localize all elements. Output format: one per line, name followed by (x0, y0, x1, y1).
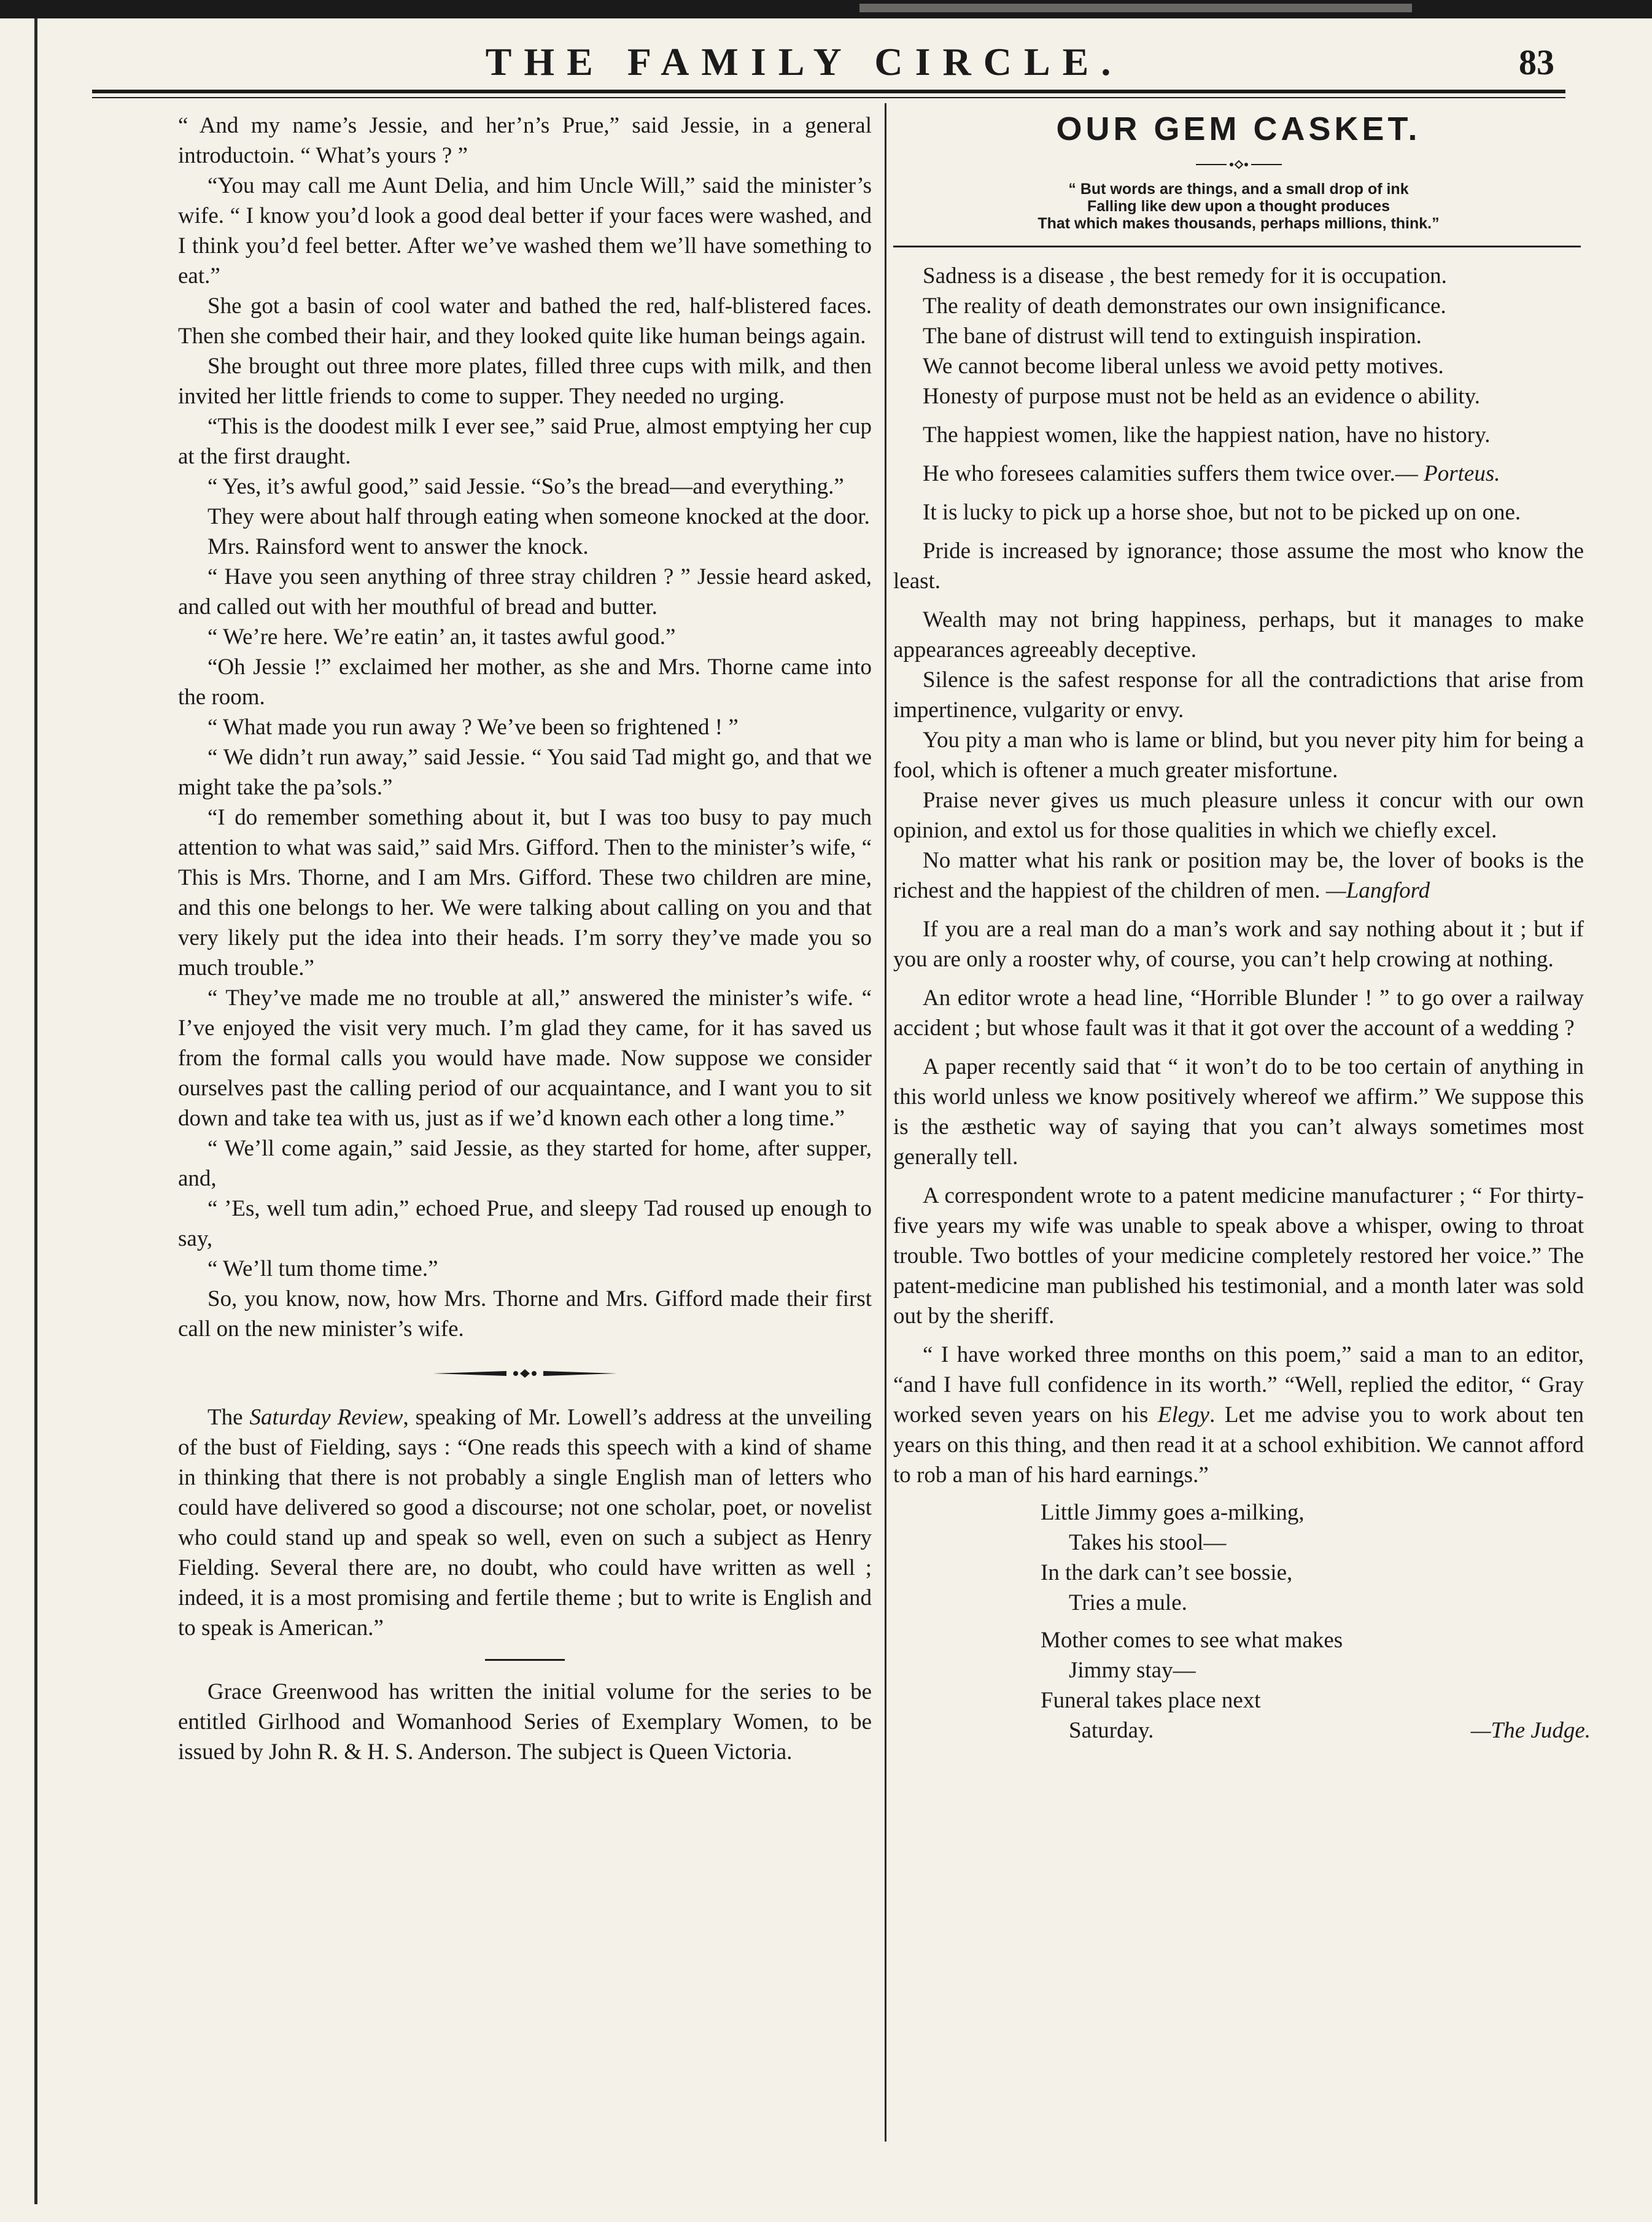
paragraph: “ They’ve made me no trouble at all,” answered the minister’s wife. “ I’ve enjoyed the visit very much. I’m glad they came, for it has saved us from the formal calls you would have made. Now suppose we consider ourselves past the calling period of our acquaintance, and I want you to sit down and take tea with us, just as if we’d known each other a long time.” (178, 985, 872, 1131)
anecdote: A paper recently said that “ it won’t do to be too certain of anything in this world unless we know positively whereof we affirm.” We suppose this is the æsthetic way of saying that you can’t always sometimes most generally tell. (893, 1054, 1584, 1170)
epigraph-line: “ But words are things, and a small drop of ink (1068, 181, 1409, 198)
anecdote (893, 1340, 1584, 1490)
paragraph: “You may call me Aunt Delia, and him Uncle Will,” said the minister’s wife. “ I know you’d look a good deal better if your faces were washed, and I think you’d feel better. After we’ve washed them we’ll have something to eat.” (178, 173, 872, 289)
maxim: Pride is increased by ignorance; those assume the most who know the least. (893, 538, 1584, 594)
maxim-text: He who foresees calamities suffers them twice over.— (923, 461, 1424, 486)
maxim: Wealth may not bring happiness, perhaps, but it manages to make appearances agreeably deceptive. (893, 607, 1584, 662)
epigraph-line: Falling like dew upon a thought produces (1087, 198, 1390, 215)
section-rule (485, 1659, 565, 1661)
poem-line: Tries a mule. (1069, 1590, 1187, 1615)
poem-stanza (1041, 1498, 1584, 1618)
heading-ornament (893, 147, 1584, 177)
paragraph: So, you know, now, how Mrs. Thorne and Mrs. Gifford made their first call on the new minister’s wife. (178, 1286, 872, 1342)
paragraph: “ We’re here. We’re eatin’ an, it tastes awful good.” (207, 624, 676, 650)
attribution: Porteus. (1424, 461, 1500, 486)
jimmy-poem (1041, 1498, 1591, 1746)
paragraph: They were about half through eating when someone knocked at the door. (207, 504, 870, 529)
review-title: Saturday Review (249, 1405, 403, 1430)
maxim: You pity a man who is lame or blind, but you never pity him for being a fool, which is oftener a much greater misfortune. (893, 728, 1584, 783)
top-border (0, 0, 1652, 18)
greenwood-item: Grace Greenwood has written the initial volume for the series to be entitled Girlhood and Womanhood Series of Exemplary Women, to be issued by John R. & H. S. Anderson. The subject is Queen Victoria. (178, 1679, 872, 1765)
gem-casket-heading: OUR GEM CASKET. (1056, 111, 1421, 147)
top-border-worn (859, 4, 1412, 12)
attribution: —Langford (1325, 878, 1430, 903)
poem-line: Saturday. (1069, 1718, 1154, 1743)
anecdote: A correspondent wrote to a patent medicine manufacturer ; “ For thirty-five years my wife was unable to speak above a whisper, owing to throat trouble. Two bottles of your medicine completely restored her voice.” The patent-medicine man published his testimonial, and a month later was sold out by the sheriff. (893, 1183, 1584, 1329)
ornament-icon (1196, 160, 1282, 169)
header-rule-thin (92, 97, 1565, 98)
poem-line: Funeral takes place next (1041, 1688, 1261, 1713)
paragraph: “ We’ll tum thome time.” (207, 1256, 438, 1281)
maxim: Praise never gives us much pleasure unless it concur with our own opinion, and extol us for those qualities in which we chiefly excel. (893, 788, 1584, 843)
anecdote-text: . Let me advise you to work about ten years on this thing, and then read it at a school exhibition. We cannot afford to rob a man of his hard earnings.” (893, 1402, 1584, 1488)
poem-line: Takes his stool— (1069, 1530, 1227, 1555)
poem-line: Jimmy stay— (1069, 1658, 1196, 1683)
maxim: Sadness is a disease , the best remedy for it is occupation. (923, 263, 1447, 289)
maxim-with-attribution (893, 845, 1584, 906)
paragraph: “Oh Jessie !” exclaimed her mother, as she and Mrs. Thorne came into the room. (178, 655, 872, 710)
anecdote: If you are a real man do a man’s work and say nothing about it ; but if you are only a rooster why, of course, you can’t help crowing at nothing. (893, 917, 1584, 972)
paragraph: “ We’ll come again,” said Jessie, as they started for home, after supper, and, (178, 1136, 872, 1191)
review-pre: The (207, 1405, 250, 1430)
work-title: Elegy (1157, 1402, 1210, 1428)
poem-line: Little Jimmy goes a-milking, (1041, 1500, 1305, 1525)
anecdote-text: “ I have worked three months on this poem,” said a man to an editor, “and I have full confidence in its worth.” “Well, replied the editor, “ Gray worked seven years on his (893, 1342, 1584, 1428)
poem-last-line (1041, 1715, 1591, 1746)
epigraph (893, 181, 1584, 232)
masthead-title: THE FAMILY CIRCLE. (485, 40, 1123, 84)
story-continuation (178, 111, 872, 1344)
epigraph-line: That which makes thousands, perhaps millions, think.” (1037, 215, 1440, 232)
ornament-icon (433, 1367, 617, 1380)
maxim-with-attribution (893, 459, 1584, 489)
saturday-review-item (178, 1402, 872, 1643)
poem-attribution: —The Judge. (1470, 1718, 1591, 1743)
paragraph: “ We didn’t run away,” said Jessie. “ You said Tad might go, and that we might take the pa’sols.” (178, 745, 872, 800)
paragraph: Mrs. Rainsford went to answer the knock. (207, 534, 589, 559)
section-ornament (178, 1358, 872, 1388)
anecdote: An editor wrote a head line, “Horrible Blunder ! ” to go over a railway accident ; but whose fault was it that it got over the account of a wedding ? (893, 985, 1584, 1041)
poem-line: Mother comes to see what makes (1041, 1628, 1343, 1653)
paragraph: “I do remember something about it, but I was too busy to pay much attention to what was said,” said Mrs. Gifford. Then to the minister’s wife, “ This is Mrs. Thorne, and I am Mrs. Gifford. These two children are mine, and this one belongs to her. We were talking about calling on you and that very likely put the idea into their heads. I’m sorry they’ve made you so much trouble.” (178, 805, 872, 981)
maxim: Honesty of purpose must not be held as an evidence o ability. (923, 384, 1480, 409)
maxim: The happiest women, like the happiest nation, have no history. (923, 422, 1491, 448)
paragraph: She brought out three more plates, filled three cups with milk, and then invited her little friends to come to supper. They needed no urging. (178, 354, 872, 409)
paragraph: “ And my name’s Jessie, and her’n’s Prue,” said Jessie, in a general introductoin. “ What’s yours ? ” (178, 113, 872, 168)
paragraph: She got a basin of cool water and bathed the red, half-blistered faces. Then she combed their hair, and they looked quite like human beings again. (178, 293, 872, 349)
poem-stanza (1041, 1625, 1591, 1746)
header-rule-thick (92, 90, 1565, 93)
maxim: It is lucky to pick up a horse shoe, but not to be picked up on one. (923, 500, 1521, 525)
page-number: 83 (1519, 42, 1554, 82)
maxim: Silence is the safest response for all the contradictions that arise from impertinence, vulgarity or envy. (893, 667, 1584, 723)
paragraph: “This is the doodest milk I ever see,” said Prue, almost emptying her cup at the first draught. (178, 414, 872, 469)
epigraph-rule (893, 246, 1581, 247)
review-body: , speaking of Mr. Lowell’s address at the unveiling of the bust of Fielding, says : “One reads this speech with a kind of shame in thinking that there is not probably a single English man of letters who could have delivered so good a discourse; not one scholar, poet, or novelist who could stand up and speak so well, even on such a subject as Henry Fielding. Several there are, no doubt, who could have written as well ; indeed, it is a most promising and fertile theme ; but to write is English and to speak is American.” (178, 1405, 872, 1641)
poem-line: In the dark can’t see bossie, (1041, 1560, 1293, 1585)
right-column (893, 111, 1591, 1753)
maxim: The bane of distrust will tend to extinguish inspiration. (923, 324, 1422, 349)
paragraph: “ Yes, it’s awful good,” said Jessie. “So’s the bread—and everything.” (207, 474, 844, 499)
maxim: The reality of death demonstrates our own insignificance. (923, 293, 1446, 319)
paragraph: “ ’Es, well tum adin,” echoed Prue, and sleepy Tad roused up enough to say, (178, 1196, 872, 1251)
maxim: We cannot become liberal unless we avoid petty motives. (923, 354, 1444, 379)
maxim-text: No matter what his rank or position may be, the lover of books is the richest and the happiest of the children of men. (893, 848, 1584, 903)
column-divider (885, 103, 886, 2142)
paragraph: “ Have you seen anything of three stray children ? ” Jessie heard asked, and called out with her mouthful of bread and butter. (178, 564, 872, 620)
left-column (178, 111, 872, 1767)
left-border (34, 18, 37, 2204)
paragraph: “ What made you run away ? We’ve been so frightened ! ” (207, 715, 739, 740)
